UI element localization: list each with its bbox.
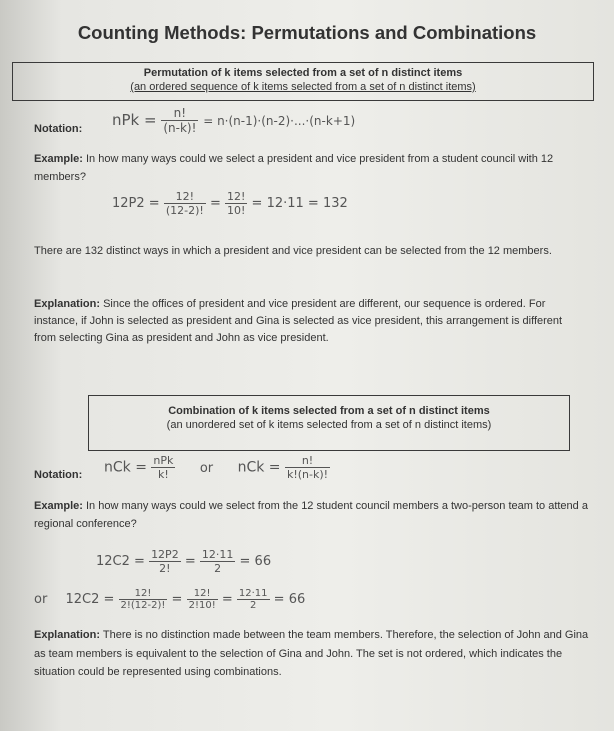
fraction-denominator: (n-k)! xyxy=(163,121,197,135)
fraction-denominator: 2 xyxy=(250,600,257,611)
fraction-denominator: 2 xyxy=(214,562,222,575)
combination-work2-fraction-2 xyxy=(187,588,218,611)
combination-work2-fraction-3 xyxy=(237,588,270,611)
combination-work-fraction-2 xyxy=(200,548,236,575)
combination-work-result: = 66 xyxy=(239,554,272,569)
permutation-notation-fraction xyxy=(161,106,198,135)
permutation-explanation-text: Since the offices of president and vice president are different, our sequence is ordered. For instance, if John is selected as president and Gina is selected as vice president, this arrangement is different from selecting Gina as president and John as vice president. xyxy=(34,298,563,344)
fraction-denominator: k!(n-k)! xyxy=(286,468,329,481)
permutation-answer: There are 132 distinct ways in which a president and vice president can be selected from the 12 members. xyxy=(34,245,552,257)
combination-explanation xyxy=(34,626,602,682)
fraction-numerator: 12! xyxy=(187,588,218,600)
permutation-work-result: = 12·11 = 132 xyxy=(251,196,348,211)
combination-example-label: Example: xyxy=(34,500,83,512)
equals-sign: = xyxy=(209,196,221,211)
fraction-numerator: 12·11 xyxy=(201,548,234,561)
combination-example-text: In how many ways could we select from the 12 student council members a two-person team to attend a regional conference? xyxy=(34,500,588,530)
fraction-numerator: n! xyxy=(285,454,330,468)
permutation-notation-expansion: = n·(n-1)·(n-2)·...·(n-k+1) xyxy=(203,114,356,128)
combination-heading: Combination of k items selected from a set of n distinct items xyxy=(168,405,490,417)
fraction-numerator: 12·11 xyxy=(238,588,268,599)
equals-sign: = xyxy=(221,592,233,607)
permutation-notation-lhs: nPk = xyxy=(112,111,157,129)
fraction-denominator: (12-2)! xyxy=(165,204,204,217)
combination-notation-lhs: nCk = xyxy=(104,459,147,476)
equals-sign: = xyxy=(184,554,196,569)
fraction-denominator: 10! xyxy=(226,204,246,217)
permutation-example xyxy=(34,150,594,186)
fraction-numerator: 12! xyxy=(164,190,206,204)
permutation-subheading: (an ordered sequence of k items selected from a set of n distinct items) xyxy=(130,81,476,93)
fraction-denominator: 2!10! xyxy=(188,600,216,611)
permutation-work-fraction-2 xyxy=(225,190,247,217)
combination-notation-fraction-2 xyxy=(285,454,330,481)
fraction-numerator: n! xyxy=(161,106,198,121)
combination-explanation-text: There is no distinction made between the team members. Therefore, the selection of John and Gina as team members is equivalent to the selection of Gina and John. The set is not ordered, which indicates the situation could be represented using combinations. xyxy=(34,629,589,678)
permutation-work-lhs: 12P2 = xyxy=(112,196,160,211)
combination-work-lhs-2: 12C2 = xyxy=(65,592,115,607)
fraction-numerator: 12P2 xyxy=(151,548,179,561)
combination-work2-fraction-1 xyxy=(119,588,168,611)
fraction-denominator: 2! xyxy=(159,562,171,575)
permutation-notation-formula xyxy=(112,106,355,135)
combination-example-work-2 xyxy=(34,588,305,611)
combination-notation-formula xyxy=(104,454,330,481)
permutation-heading: Permutation of k items selected from a set of n distinct items xyxy=(143,67,463,79)
combination-work-fraction xyxy=(149,548,181,575)
combination-notation-lhs-2: nCk = xyxy=(237,459,281,476)
combination-example-work-1 xyxy=(96,548,271,575)
combination-notation-or: or xyxy=(199,460,214,476)
combination-definition-box xyxy=(88,395,570,451)
permutation-example-label: Example: xyxy=(34,153,83,165)
combination-notation-fraction-1 xyxy=(151,454,175,481)
combination-work-or: or xyxy=(34,592,48,607)
combination-subheading: (an unordered set of k items selected from a set of n distinct items) xyxy=(166,419,492,431)
permutation-definition-box xyxy=(12,62,594,101)
combination-work-lhs: 12C2 = xyxy=(96,554,145,569)
permutation-example-text: In how many ways could we select a president and vice president from a student council with 12 members? xyxy=(34,153,554,183)
permutation-example-work xyxy=(112,190,348,217)
combination-example xyxy=(34,497,594,533)
equals-sign: = xyxy=(171,592,183,607)
permutation-notation-label: Notation: xyxy=(34,123,83,135)
permutation-explanation-label: Explanation: xyxy=(34,298,101,310)
page-title: Counting Methods: Permutations and Combinations xyxy=(77,22,537,43)
combination-work2-result: = 66 xyxy=(273,592,306,607)
fraction-numerator: 12! xyxy=(226,190,246,203)
fraction-denominator: k! xyxy=(157,468,169,481)
combination-notation-label: Notation: xyxy=(34,469,83,481)
permutation-work-fraction-1 xyxy=(164,190,206,217)
fraction-numerator: nPk xyxy=(153,454,174,467)
fraction-denominator: 2!(12-2)! xyxy=(120,600,166,611)
fraction-numerator: 12! xyxy=(119,588,168,600)
permutation-explanation xyxy=(34,296,574,347)
combination-explanation-label: Explanation: xyxy=(34,629,101,641)
